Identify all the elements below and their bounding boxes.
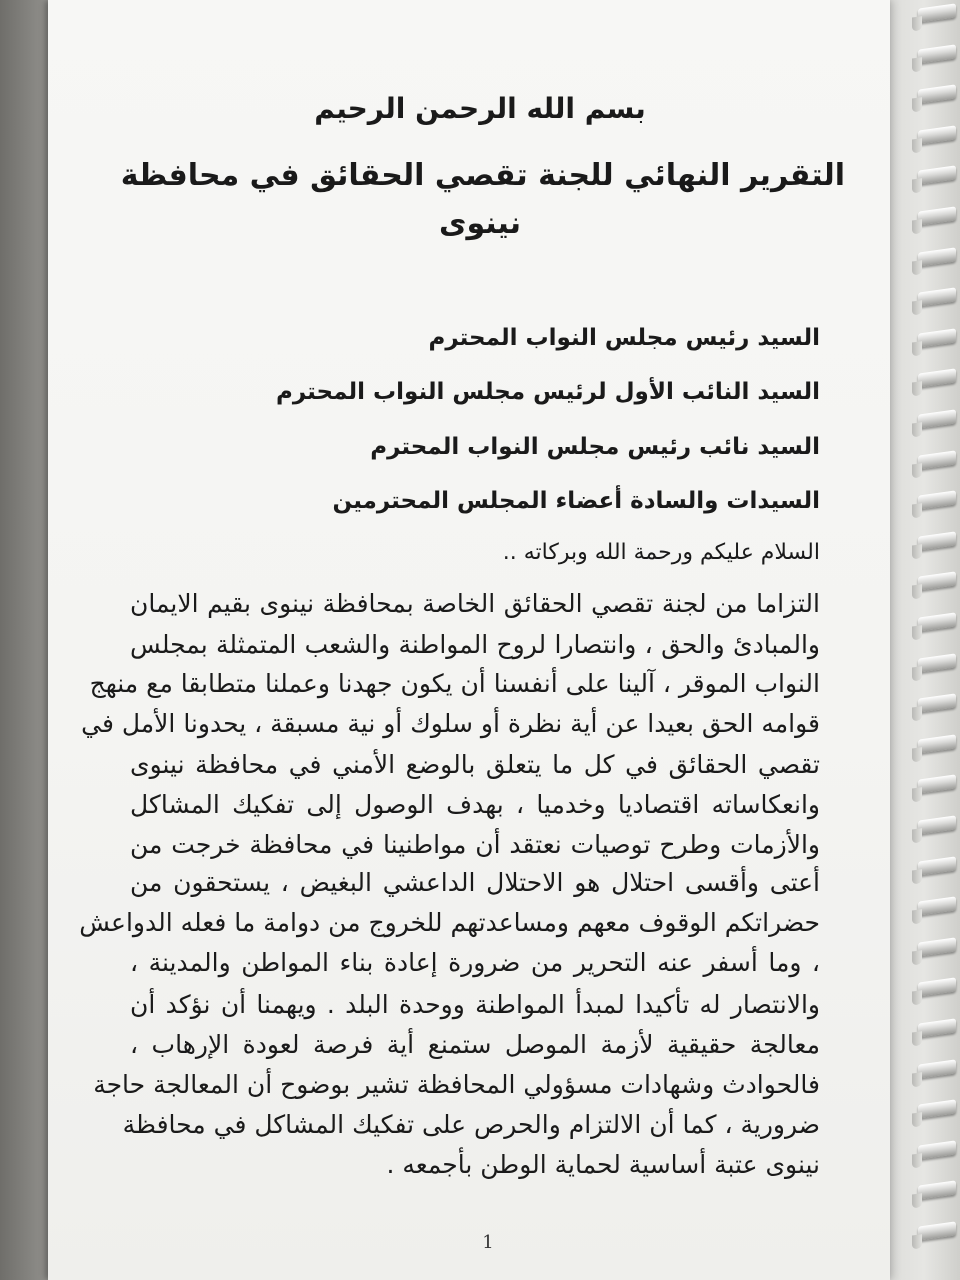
- binding-coil: [918, 1059, 956, 1078]
- binding-coil: [918, 1221, 956, 1240]
- binding-coil: [918, 612, 956, 631]
- binding-coil: [918, 166, 956, 185]
- greeting: السلام عليكم ورحمة الله وبركاته ..: [502, 540, 820, 565]
- body-line: ضرورية ، كما أن الالتزام والحرص على تفكيك المشاكل في محافظة: [122, 1110, 820, 1139]
- binding-coil: [918, 937, 956, 956]
- binding-coil: [918, 856, 956, 875]
- binding-coil: [918, 206, 956, 225]
- body-line: النواب الموقر ، آلينا على أنفسنا أن يكون جهدنا وعملنا متطابقا مع منهج: [89, 669, 820, 698]
- binding-coil: [918, 1018, 956, 1037]
- binding-coil: [918, 409, 956, 428]
- addressee-deputy: السيد نائب رئيس مجلس النواب المحترم: [370, 434, 820, 460]
- body-line: والانتصار له تأكيدا لمبدأ المواطنة ووحدة البلد . ويهمنا أن نؤكد أن: [130, 990, 820, 1019]
- binding-coil: [918, 572, 956, 591]
- body-line: أعتى وأقسى احتلال هو الاحتلال الداعشي البغيض ، يستحقون من: [130, 868, 820, 897]
- body-line: معالجة حقيقية لأزمة الموصل ستمنع أية فرصة لعودة الإرهاب ،: [130, 1030, 820, 1059]
- binding-coil: [918, 815, 956, 834]
- binding-coil: [918, 653, 956, 672]
- bismillah-heading: بسم الله الرحمن الرحيم: [314, 92, 646, 125]
- binding-coil: [918, 1181, 956, 1200]
- report-title-line-1: التقرير النهائي للجنة تقصي الحقائق في محافظة: [120, 158, 845, 193]
- addressee-members: السيدات والسادة أعضاء المجلس المحترمين: [332, 488, 820, 514]
- binding-coil: [918, 450, 956, 469]
- body-line: وانعكاساته اقتصاديا وخدميا ، بهدف الوصول إلى تفكيك المشاكل: [130, 790, 820, 819]
- body-line: فالحوادث وشهادات مسؤولي المحافظة تشير بوضوح أن المعالجة حاجة: [93, 1070, 820, 1099]
- spiral-binding: [918, 0, 960, 1280]
- binding-coil: [918, 44, 956, 63]
- report-title-line-2: نينوى: [438, 206, 522, 241]
- body-line: التزاما من لجنة تقصي الحقائق الخاصة بمحافظة نينوى بقيم الايمان: [130, 589, 820, 618]
- binding-coil: [918, 288, 956, 307]
- binding-coil: [918, 1140, 956, 1159]
- body-line: والأزمات وطرح توصيات نعتقد أن مواطنينا في محافظة خرجت من: [130, 830, 820, 859]
- body-line: ، وما أسفر عنه التحرير من ضرورة إعادة بناء المواطن والمدينة ،: [130, 948, 820, 977]
- binding-coil: [918, 3, 956, 22]
- body-line: والمبادئ والحق ، وانتصارا لروح المواطنة والشعب المتمثلة بمجلس: [130, 630, 820, 659]
- binding-coil: [918, 694, 956, 713]
- body-line: قوامه الحق بعيدا عن أية نظرة أو سلوك أو نية مسبقة ، يحدونا الأمل في: [81, 709, 820, 738]
- page-number: 1: [482, 1232, 494, 1253]
- body-line: حضراتكم الوقوف معهم ومساعدتهم للخروج من دوامة ما فعله الدواعش: [79, 908, 820, 937]
- addressee-first-deputy: السيد النائب الأول لرئيس مجلس النواب المحترم: [275, 379, 820, 405]
- binding-coil: [918, 125, 956, 144]
- body-line: تقصي الحقائق في كل ما يتعلق بالوضع الأمني في محافظة نينوى: [130, 750, 820, 779]
- binding-coil: [918, 775, 956, 794]
- binding-coil: [918, 531, 956, 550]
- binding-coil: [918, 247, 956, 266]
- binding-coil: [918, 734, 956, 753]
- binding-coil: [918, 328, 956, 347]
- binding-coil: [918, 85, 956, 104]
- binding-coil: [918, 897, 956, 916]
- body-line: نينوى عتبة أساسية لحماية الوطن بأجمعه .: [386, 1150, 820, 1179]
- binding-coil: [918, 491, 956, 510]
- binding-coil: [918, 978, 956, 997]
- binding-coil: [918, 1100, 956, 1119]
- addressee-speaker: السيد رئيس مجلس النواب المحترم: [428, 325, 820, 351]
- binding-coil: [918, 369, 956, 388]
